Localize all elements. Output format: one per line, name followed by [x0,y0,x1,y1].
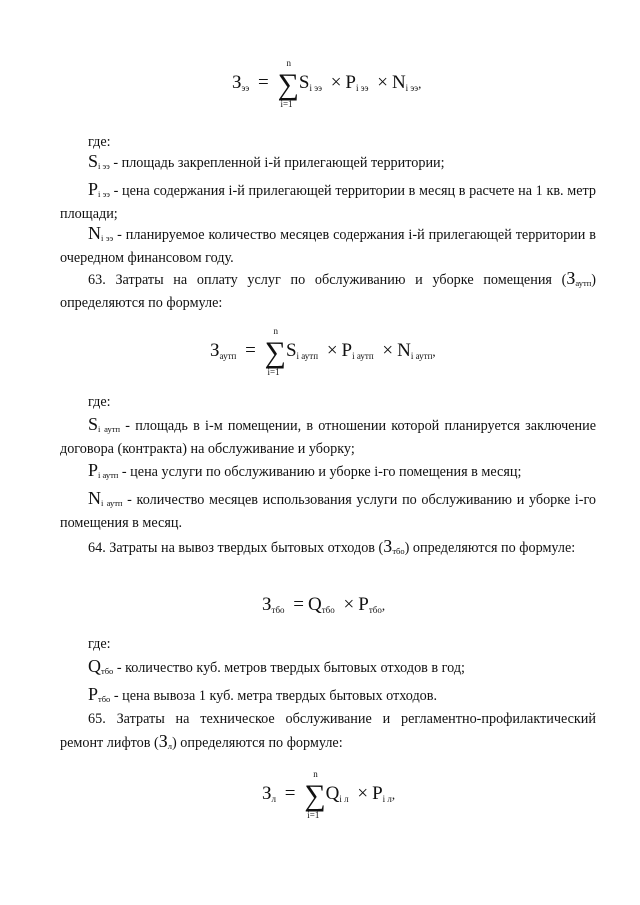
formula-symbol: З [262,594,272,615]
times-sign: × [330,72,342,93]
where-label: где: [88,394,111,410]
sum-upper-limit: n [273,326,279,336]
formula-subscript: аутп [219,351,237,361]
formula-4 [262,769,396,820]
formula-symbol: З [232,72,242,93]
equals-sign: = [245,340,256,361]
formula-subscript: i аутп [296,351,319,361]
formula-symbol: З [210,340,220,361]
sum-lower-limit: i=1 [307,810,320,820]
definition-subscript: i аутп [98,470,119,480]
definition-7 [60,655,596,680]
formula-2 [210,326,436,377]
definition-2 [60,178,596,225]
formula-symbol: З [262,783,272,804]
formula-comma: , [418,76,422,91]
times-sign: × [382,340,394,361]
where-label: где: [88,636,111,652]
formula-symbol: P [372,783,383,804]
formula-subscript: тбо [321,605,335,615]
definition-subscript: i ээ [98,189,110,199]
definition-text: - количество куб. метров твердых бытовых отходов в год; [113,660,465,676]
paragraph-text: 64. Затраты на вывоз твердых бытовых отходов ( [88,540,384,556]
sum-upper-limit: n [313,769,318,779]
formula-3 [262,594,385,616]
formula-symbol: P [345,72,356,93]
sigma-icon: ∑ n i=1 [264,326,286,377]
formula-subscript: i ээ [405,83,419,93]
definition-5 [60,459,596,484]
definition-text: - цена содержания i-й прилегающей территории в месяц в расчете на 1 кв. метр площади; [60,183,596,222]
definition-text: - площадь в i-м помещении, в отношении которой планируется заключение договора (контракта) на обслуживание и уборку; [60,418,597,457]
inline-symbol: З [566,268,576,288]
definition-subscript: тбо [101,666,114,676]
formula-subscript: i аутп [352,351,374,361]
sum-lower-limit: i=1 [280,99,293,109]
definition-1 [60,150,596,175]
paragraph-text: 63. Затраты на оплату услуг по обслуживанию и уборке помещения ( [88,272,567,288]
inline-subscript: аутп [575,278,592,288]
definition-text: - планируемое количество месяцев содержания i-й прилегающей территории в очередном финансовом году. [60,227,596,266]
times-sign: × [377,72,388,93]
definition-symbol: N [88,488,101,508]
inline-symbol: З [158,731,168,751]
definition-text: - цена вывоза 1 куб. метра твердых бытовых отходов. [110,688,438,704]
formula-symbol: Q [308,594,322,615]
formula-subscript: i л [382,794,392,804]
definition-6 [60,487,596,534]
formula-subscript: тбо [271,605,285,615]
definition-text: - количество месяцев использования услуги по обслуживанию и уборке i-го помещения в месяц. [60,492,597,531]
inline-subscript: тбо [392,546,405,556]
formula-symbol: S [298,72,310,93]
paragraph-text: 65. Затраты на техническое обслуживание и регламентно-профилактический ремонт лифтов ( [60,711,596,751]
sigma-icon: ∑ n i=1 [304,769,326,820]
formula-subscript: тбо [368,605,382,615]
formula-symbol: S [285,340,297,361]
definition-3 [60,222,596,269]
definition-subscript: i аутп [98,424,121,434]
equals-sign: = [258,72,269,93]
definition-text: - площадь закрепленной i-й прилегающей территории; [109,155,445,171]
definition-text: - цена услуги по обслуживанию и уборке i-го помещения в месяц; [118,464,522,480]
paragraph-text: ) определяются по формуле: [172,735,343,751]
paragraph-text: ) определяются по формуле: [60,272,596,311]
definition-symbol: P [88,684,99,704]
formula-comma: , [432,344,436,359]
definition-symbol: S [88,151,99,171]
inline-subscript: л [167,741,173,751]
definition-symbol: S [88,414,99,434]
formula-symbol: N [397,340,411,361]
paragraph-63 [60,267,596,314]
formula-comma: , [391,787,396,802]
paragraph-64 [60,535,596,560]
where-label: где: [88,134,111,150]
definition-subscript: i ээ [101,233,114,243]
times-sign: × [357,783,369,804]
formula-subscript: л [271,794,277,804]
formula-subscript: i л [339,794,349,804]
formula-comma: , [381,598,386,613]
definition-symbol: P [88,179,99,199]
formula-symbol: P [341,340,353,361]
formula-1 [232,58,422,109]
sum-upper-limit: n [286,58,291,68]
formula-symbol: P [358,594,369,615]
definition-subscript: тбо [98,694,111,704]
formula-symbol: N [391,72,406,93]
paragraph-text: ) определяются по формуле: [404,540,576,556]
formula-subscript: i ээ [309,83,322,93]
definition-subscript: i аутп [101,498,123,508]
definition-symbol: P [88,460,99,480]
definition-symbol: N [88,223,101,243]
equals-sign: = [284,783,296,804]
paragraph-65 [60,708,596,755]
definition-subscript: i ээ [98,161,110,171]
sum-lower-limit: i=1 [267,367,280,377]
formula-subscript: i аутп [410,351,433,361]
definition-8 [60,683,596,708]
definition-4 [60,413,596,460]
times-sign: × [343,594,355,615]
equals-sign: = [293,594,305,615]
formula-subscript: ээ [241,83,250,93]
definition-symbol: Q [88,656,101,676]
formula-symbol: Q [325,783,340,804]
sigma-icon: ∑ n i=1 [277,58,299,109]
inline-symbol: З [383,536,393,556]
formula-subscript: i ээ [355,83,369,93]
times-sign: × [326,340,338,361]
